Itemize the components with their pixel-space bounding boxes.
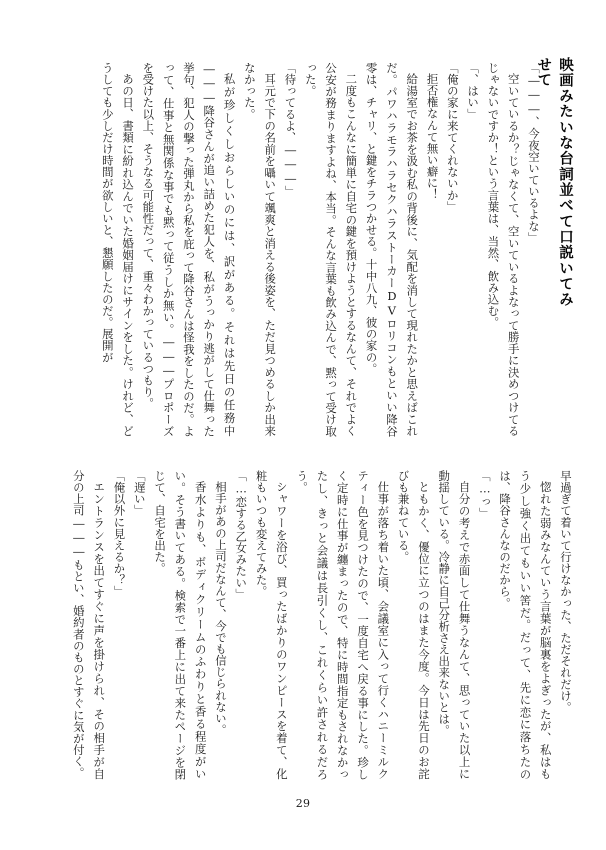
page-number: 29 <box>295 797 311 810</box>
paragraph: 早過ぎて着いて行けなかった、ただそれだけ。 <box>559 470 573 713</box>
paragraph: 「…っ」 <box>477 470 492 519</box>
paragraph: 耳元で下の名前を囁いて颯爽と消える後姿を、ただ見つめるしか出来なかった。 <box>242 62 278 437</box>
paragraph: ともかく、優位に立つのはまた今度。今日は先日のお詫びも兼ねている。 <box>396 470 431 780</box>
paragraph: 拒否権なんて無い癖に！ <box>425 73 440 201</box>
body-text-lower <box>31 470 576 780</box>
paragraph: 香水よりも、ボディクリームのふわりと香る程度がいい。そう書いてある。検索で一番上に出て来たページを閉じて、自宅を出た。 <box>153 470 208 780</box>
paragraph: 「、はい」 <box>466 62 481 120</box>
paragraph: 「…恋する乙女みたい」 <box>234 470 249 600</box>
paragraph: 「俺の家に来てくれないか」 <box>445 62 460 213</box>
paragraph: 惚れた弱みなんていう言葉が脳裏をよぎったが、私はもう少し強く出てもいい筈だ。だって、先に恋に落ちたのは、降谷さんなのだから。 <box>498 470 553 780</box>
page-title: 映画みたいな台詞並べて口説いてみせて <box>535 57 574 307</box>
paragraph: あの日、書類に紛れ込んでいた婚姻届けにサインをした。けれど、どうしても少しだけ時間が欲しいと、懇願したのだ。展開が <box>100 62 136 437</box>
paragraph: 「―――、今夜空いているよな」 <box>527 62 541 244</box>
body-text-upper <box>32 62 544 437</box>
paragraph: 相手があの上司だなんて、今でも信じられない。 <box>213 481 228 736</box>
paragraph: 空いているか？じゃなくて、空いているよなって勝手に決めつけてるじゃないですか！という言葉は、当然、飲み込む。 <box>486 62 521 437</box>
paragraph: 私が珍しくしおらしいのには、訳がある。それは先日の任務中―――降谷さんが追い詰めた犯人を、私がうっかり逃がして仕舞った挙句、犯人の撃った弾丸から私を庇って降谷さんは怪我をしたのだ。よって、仕事と無関係な事でも黙って従うしか無い。―――プロポーズを受けた以上、そうなる可能性だって、重々わかっているつもり。 <box>141 62 237 437</box>
paragraph: 自分の考えで赤面して仕舞うなんて、思っていた以上に動揺している。冷静に自己分析さえ出来ないとは。 <box>437 470 472 780</box>
paragraph: 「待ってるよ、―――」 <box>283 62 298 198</box>
paragraph: 「俺以外に見えるか？」 <box>112 470 127 598</box>
paragraph: 二度もこんなに簡単に自宅の鍵を預けようとするなんて、それでよく公安が務まりますよね、本当。そんな言葉も飲み込んで、黙って受け取った。 <box>303 62 359 437</box>
paragraph: 「遅い」 <box>132 470 147 517</box>
paragraph: 給湯室でお茶を汲む私の背後に、気配を消して現れたかと思えばこれだ。パワハラモラハラセクハラストーカーDVロリコンもといい降谷零は、チャリ、と鍵をチラつかせる。十中八九、彼の家の。 <box>364 62 420 437</box>
paragraph: 仕事が落ち着いた頃、会議室に入って行くハニーミルクティー色を見つけたので、一度自宅へ戻る事にした。珍しく定時に仕事が纏まったので、特に時間指定もされなかったし、きっと会議は長引くし、これくらい許されるだろう。 <box>295 470 391 780</box>
paragraph: シャワーを浴び、買ったばかりのワンピースを着て、化粧もいつも変えてみた。 <box>254 470 289 780</box>
paragraph: エントランスを出てすぐに声を掛けられ、その相手が自分の上司―――もとい、婚約者のものとすぐに気が付く。 <box>71 470 107 780</box>
